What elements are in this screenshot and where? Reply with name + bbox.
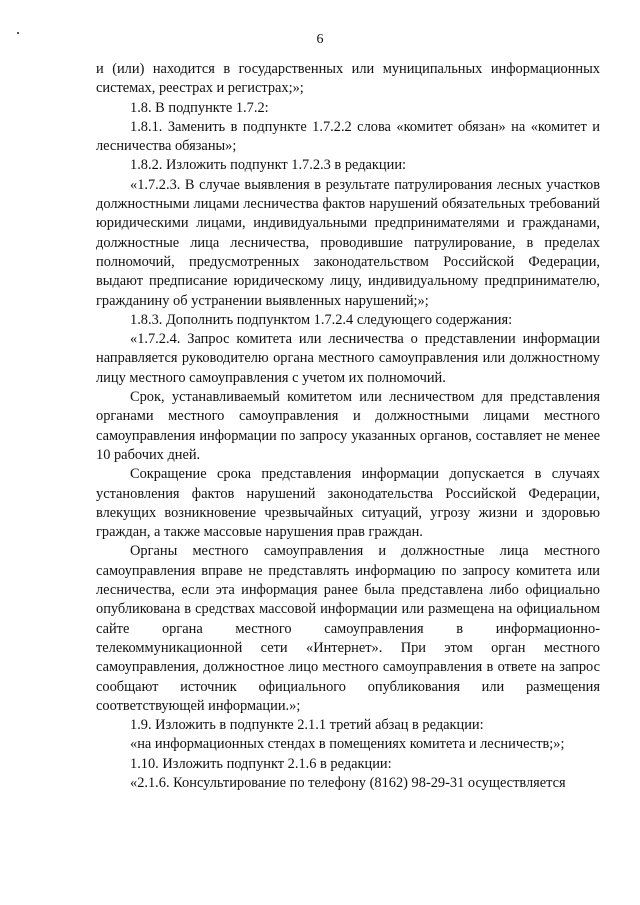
paragraph: Срок, устанавливаемый комитетом или лесничеством для представления органами местного самоуправления и должностными лицами местного самоуправления информации по запросу указанных органов, составляет не менее 10 рабочих дней. <box>96 389 600 463</box>
page-number: 6 <box>316 32 324 47</box>
paragraph: 1.8. В подпункте 1.7.2: <box>130 99 269 116</box>
paragraph: «2.1.6. Консультирование по телефону (8162) 98-29-31 осуществляется <box>130 774 566 791</box>
paragraph: «1.7.2.4. Запрос комитета или лесничества о представлении информации направляется руководителю органа местного самоуправления или должностному лицу местного самоуправления с учетом их полномочий. <box>96 331 600 386</box>
paragraph: 1.9. Изложить в подпункте 2.1.1 третий абзац в редакции: <box>130 717 484 734</box>
paragraph: 1.8.2. Изложить подпункт 1.7.2.3 в редакции: <box>130 157 407 174</box>
paragraph: 1.10. Изложить подпункт 2.1.6 в редакции: <box>130 755 392 772</box>
paragraph: «1.7.2.3. В случае выявления в результате патрулирования лесных участков должностными лицами лесничества фактов нарушений обязательных требований юридическими лицами, индивидуальными предпринимателями и гражданами, должностные лица лесничества, проводившие патрулирование, в пределах полномочий, предусмотренных законодательством Российской Федерации, выдают предписание юридическому лицу, индивидуальному предпринимателю, гражданину об устранении выявленных нарушений;»; <box>96 176 600 309</box>
paragraph: Сокращение срока представления информации допускается в случаях установления фактов нарушений законодательства Российской Федерации, влекущих возникновение чрезвычайных ситуаций, угрозу жизни и здоровью граждан, а также массовые нарушения прав граждан. <box>96 466 600 541</box>
paragraph: и (или) находится в государственных или муниципальных информационных системах, реестрах и регистрах;»; <box>96 61 600 97</box>
paragraph: Органы местного самоуправления и должностные лица местного самоуправления вправе не представлять информацию по запросу комитета или лесничества, если эта информация ранее была представлена либо официально опубликована в средствах массовой информации или размещена на официальном сайте органа местного самоуправления в информационно-телекоммуникационной сети «Интернет». При этом орган местного самоуправления, должностное лицо местного самоуправления в ответе на запрос сообщают источник официального опубликования или размещения соответствующей информации.»; <box>96 543 600 714</box>
paragraph: «на информационных стендах в помещениях комитета и лесничеств;»; <box>130 736 565 753</box>
paragraph: 1.8.3. Дополнить подпунктом 1.7.2.4 следующего содержания: <box>130 311 513 328</box>
document-body <box>96 60 600 793</box>
paragraph: 1.8.1. Заменить в подпункте 1.7.2.2 слова «комитет обязан» на «комитет и лесничества обязаны»; <box>96 118 600 155</box>
